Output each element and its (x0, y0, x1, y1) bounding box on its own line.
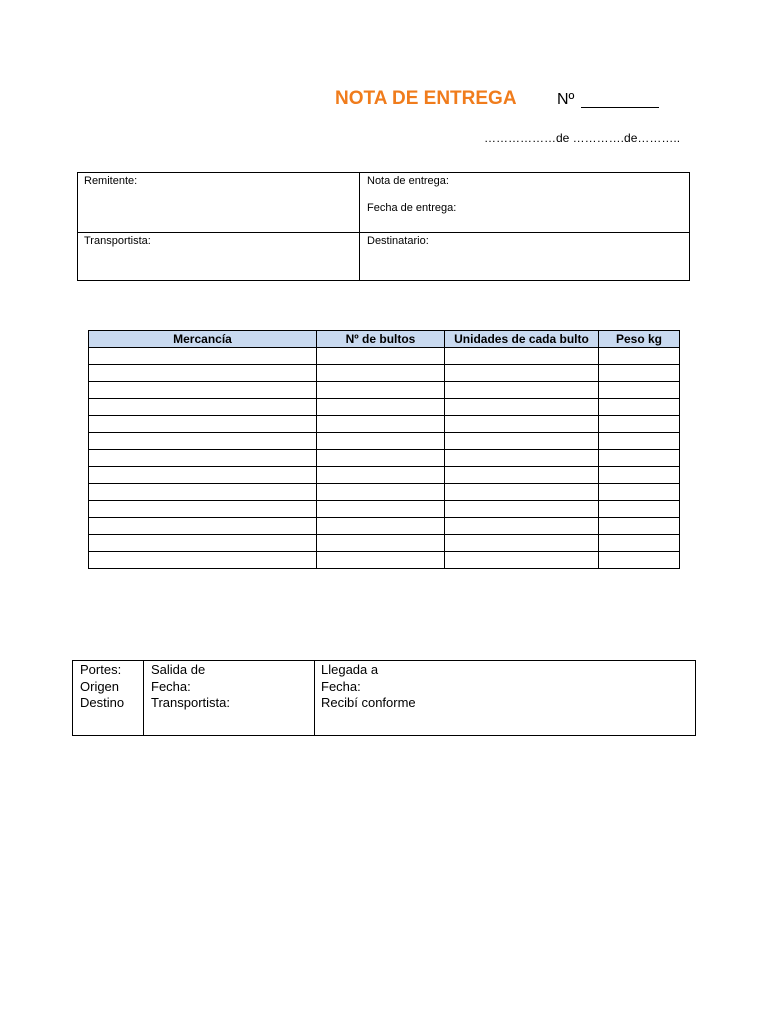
nota-entrega-label: Nota de entrega: (367, 175, 449, 187)
table-cell[interactable] (445, 450, 599, 467)
table-cell[interactable] (317, 365, 445, 382)
table-cell[interactable] (89, 365, 317, 382)
table-cell[interactable] (599, 416, 680, 433)
table-row (89, 552, 680, 569)
table-cell[interactable] (599, 501, 680, 518)
table-row (89, 450, 680, 467)
column-header-bultos: Nº de bultos (317, 331, 445, 348)
recibi-conforme-label: Recibí conforme (321, 695, 416, 710)
goods-table (88, 330, 680, 569)
table-cell[interactable] (599, 399, 680, 416)
table-cell[interactable] (599, 552, 680, 569)
transportista-cell[interactable] (78, 233, 157, 249)
table-cell[interactable] (445, 416, 599, 433)
portes-label: Portes: (80, 662, 122, 677)
destinatario-label: Destinatario: (367, 235, 429, 247)
table-cell[interactable] (599, 484, 680, 501)
table-cell[interactable] (89, 399, 317, 416)
document-title: NOTA DE ENTREGA (335, 88, 517, 109)
table-row (89, 467, 680, 484)
number-label: Nº (557, 91, 575, 108)
remitente-label: Remitente: (84, 175, 138, 187)
table-cell[interactable] (599, 535, 680, 552)
table-cell[interactable] (317, 450, 445, 467)
table-cell[interactable] (599, 433, 680, 450)
destinatario-cell[interactable] (361, 233, 435, 249)
table-cell[interactable] (89, 433, 317, 450)
table-cell[interactable] (599, 365, 680, 382)
column-header-mercancia: Mercancía (89, 331, 317, 348)
table-cell[interactable] (89, 518, 317, 535)
salida-transportista-label: Transportista: (151, 695, 230, 710)
table-row (89, 348, 680, 365)
table-row (89, 535, 680, 552)
nota-entrega-cell[interactable] (361, 173, 462, 216)
origen-label: Origen (80, 678, 120, 694)
table-cell[interactable] (317, 433, 445, 450)
sender-recipient-box (77, 172, 690, 281)
table-cell[interactable] (445, 382, 599, 399)
table-cell[interactable] (317, 399, 445, 416)
transportista-label: Transportista: (84, 235, 151, 247)
destino-label: Destino (80, 695, 125, 710)
table-cell[interactable] (89, 552, 317, 569)
table-row (89, 399, 680, 416)
table-row (89, 365, 680, 382)
table-cell[interactable] (317, 484, 445, 501)
table-cell[interactable] (599, 348, 680, 365)
divider (359, 173, 360, 280)
table-cell[interactable] (445, 433, 599, 450)
table-row (89, 433, 680, 450)
table-row (89, 382, 680, 399)
table-cell[interactable] (445, 399, 599, 416)
table-cell[interactable] (445, 467, 599, 484)
table-cell[interactable] (89, 501, 317, 518)
transport-summary-box (72, 660, 696, 736)
table-row (89, 484, 680, 501)
llegada-fecha-label: Fecha: (321, 678, 361, 694)
table-cell[interactable] (445, 552, 599, 569)
table-cell[interactable] (89, 450, 317, 467)
portes-cell[interactable] (80, 662, 124, 712)
table-cell[interactable] (317, 501, 445, 518)
salida-cell[interactable] (151, 662, 230, 712)
fecha-entrega-label: Fecha de entrega: (367, 202, 457, 214)
table-cell[interactable] (599, 382, 680, 399)
salida-label: Salida de (151, 662, 206, 677)
table-header-row (89, 331, 680, 348)
number-blank-line[interactable] (581, 107, 659, 108)
table-cell[interactable] (89, 535, 317, 552)
table-cell[interactable] (317, 552, 445, 569)
table-row (89, 501, 680, 518)
table-cell[interactable] (89, 467, 317, 484)
divider (143, 661, 144, 735)
table-cell[interactable] (599, 450, 680, 467)
table-cell[interactable] (599, 467, 680, 484)
table-row (89, 518, 680, 535)
remitente-cell[interactable] (78, 173, 143, 189)
table-cell[interactable] (445, 484, 599, 501)
table-cell[interactable] (445, 518, 599, 535)
table-cell[interactable] (89, 348, 317, 365)
table-cell[interactable] (599, 518, 680, 535)
llegada-label: Llegada a (321, 662, 379, 677)
divider (314, 661, 315, 735)
table-cell[interactable] (89, 484, 317, 501)
table-cell[interactable] (317, 518, 445, 535)
table-cell[interactable] (317, 382, 445, 399)
table-cell[interactable] (89, 382, 317, 399)
column-header-unidades: Unidades de cada bulto (445, 331, 599, 348)
table-cell[interactable] (317, 467, 445, 484)
table-row (89, 416, 680, 433)
table-cell[interactable] (445, 348, 599, 365)
table-cell[interactable] (445, 535, 599, 552)
table-cell[interactable] (317, 535, 445, 552)
table-cell[interactable] (89, 416, 317, 433)
table-cell[interactable] (445, 365, 599, 382)
llegada-cell[interactable] (321, 662, 416, 712)
table-cell[interactable] (445, 501, 599, 518)
table-cell[interactable] (317, 348, 445, 365)
salida-fecha-label: Fecha: (151, 678, 191, 694)
table-cell[interactable] (317, 416, 445, 433)
column-header-peso: Peso kg (599, 331, 680, 348)
date-placeholder: ………………de ………….de……….. (484, 131, 681, 145)
